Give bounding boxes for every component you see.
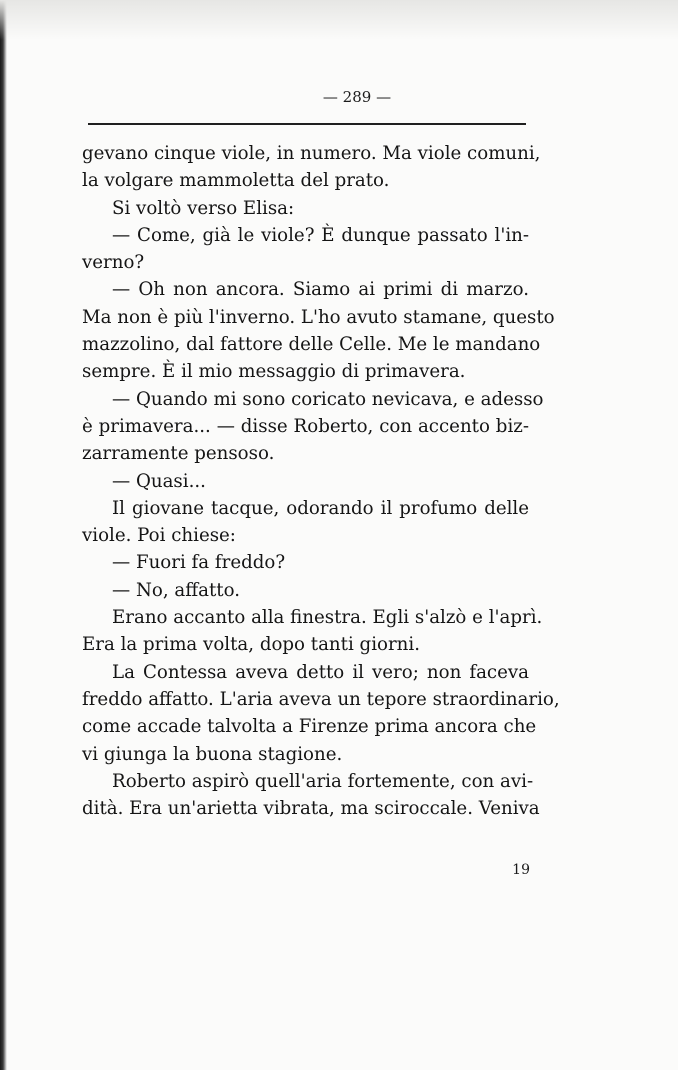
text-line: sempre. È il mio messaggio di primavera. <box>82 361 466 383</box>
text-line: — Fuori fa freddo? <box>112 552 286 574</box>
binding-edge <box>0 0 7 1070</box>
text-line: mazzolino, dal fattore delle Celle. Me le mandano <box>82 334 541 356</box>
text-line: — Quando mi sono coricato nevicava, e adesso <box>112 388 544 410</box>
text-line: — Quasi... <box>112 470 206 492</box>
text-line: freddo affatto. L'aria aveva un tepore straordinario, <box>82 688 560 710</box>
text-line: La Contessa aveva detto il vero; non faceva <box>112 661 529 683</box>
text-line: Si voltò verso Elisa: <box>112 197 295 219</box>
text-line: gevano cinque viole, in numero. Ma viole comuni, <box>82 143 541 164</box>
page-top-shading <box>0 0 678 40</box>
header-rule <box>88 123 526 125</box>
body-text <box>82 140 560 822</box>
text-line: Ma non è più l'inverno. L'ho avuto stamane, questo <box>82 306 555 328</box>
text-line: è primavera... — disse Roberto, con accento biz- <box>82 415 529 437</box>
text-line: Il giovane tacque, odorando il profumo delle <box>112 497 529 519</box>
text-line: la volgare mammoletta del prato. <box>82 170 390 192</box>
text-line: verno? <box>82 252 145 274</box>
text-line: viole. Poi chiese: <box>82 525 236 547</box>
text-line: come accade talvolta a Firenze prima ancora che <box>82 716 537 738</box>
text-line: Era la prima volta, dopo tanti giorni. <box>82 634 420 656</box>
text-line: zarramente pensoso. <box>82 443 275 465</box>
text-line: — Come, già le viole? È dunque passato l'in- <box>112 224 529 246</box>
page-header <box>0 88 678 106</box>
text-line: — No, affatto. <box>112 579 241 601</box>
text-line: — Oh non ancora. Siamo ai primi di marzo. <box>112 279 529 301</box>
page-number: — 289 — <box>322 88 392 106</box>
text-line: vi giunga la buona stagione. <box>82 743 343 765</box>
text-line: Roberto aspirò quell'aria fortemente, con avi- <box>112 770 534 792</box>
text-line: dità. Era un'arietta vibrata, ma sciroccale. Veniva <box>82 798 540 820</box>
signature-mark: 19 <box>512 862 530 878</box>
text-line: Erano accanto alla finestra. Egli s'alzò e l'aprì. <box>112 607 543 629</box>
